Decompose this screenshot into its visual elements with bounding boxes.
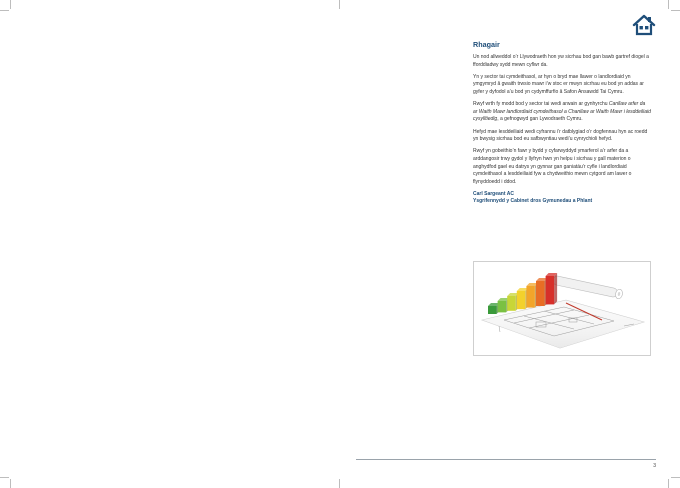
home-button[interactable] [632,14,656,36]
paragraph [473,101,651,124]
page-number: 3 [653,463,656,469]
crop-mark [0,10,9,11]
crop-mark [339,0,340,9]
crop-mark [10,479,11,488]
signature-title: Ysgrifennydd y Cabinet dros Gymunedau a Phlant [473,198,593,205]
footer-divider [356,459,656,460]
signature-name: Carl Sargeant AC [473,190,514,197]
crop-mark [339,479,340,488]
crop-mark [671,10,680,11]
illustration-image [474,262,650,355]
crop-mark [668,479,669,488]
page-title: Rhagair [473,40,500,49]
paragraph: Hefyd mae lesddeiliaid wedi cyfrannu i’r datblygiad o’r dogfennau hyn ac roedd yn bwysig sicrhau bod eu safbwyntiau wedi’u cynrychioli hefyd. [473,128,648,143]
crop-mark [668,0,669,9]
home-icon [632,14,656,36]
energy-bar [546,273,558,304]
energy-rating-illustration [473,261,651,356]
crop-mark [10,0,11,9]
crop-mark [671,477,680,478]
paragraph-text: Rwyf wrth fy modd bod y sector tai wedi arwain ar gynhyrchu [473,101,609,108]
crop-mark [0,477,9,478]
guide-title: Canllaw arfer da ar Waith Mawr landlordiaid cymdeithasol a Chanllaw ar Waith Mawr i lesddeiliaid cysylltiedig [473,101,651,123]
paragraph: Un nod allweddol o’r Llywodraeth hon yw sicrhau bod gan bawb gartref diogel a fforddiadwy sydd mewn cyflwr da. [473,54,649,68]
paragraph-text: , a gefnogwyd gan Lywodraeth Cymru. [497,116,583,123]
foreword-section [473,40,651,206]
paragraph: Rwyf yn gobeithio’n fawr y bydd y cyfarwyddyd ymarferol a’r arfer da a arddangosir trwy gydol y llyfryn hwn yn helpu i sicrhau y gall materion o anghydfod gael eu datrys yn gynnar gan ganiatáu’r cyfle i landlordiaid cymdeithasol a lesddeiliaid fyw a chydweithio mewn cytgord am lawer o flynyddoedd i ddod. [473,148,632,185]
paragraph: Yn y sector tai cymdeithasol, ar hyn o bryd mae llawer o landlordiaid yn ymgymryd â gwaith trwsio mawr i’w stoc er mwyn sicrhau eu bod yn addas ar gyfer y dyfodol a’u bod yn cydymffurfio â Safon Ansawdd Tai Cymru. [473,73,644,95]
